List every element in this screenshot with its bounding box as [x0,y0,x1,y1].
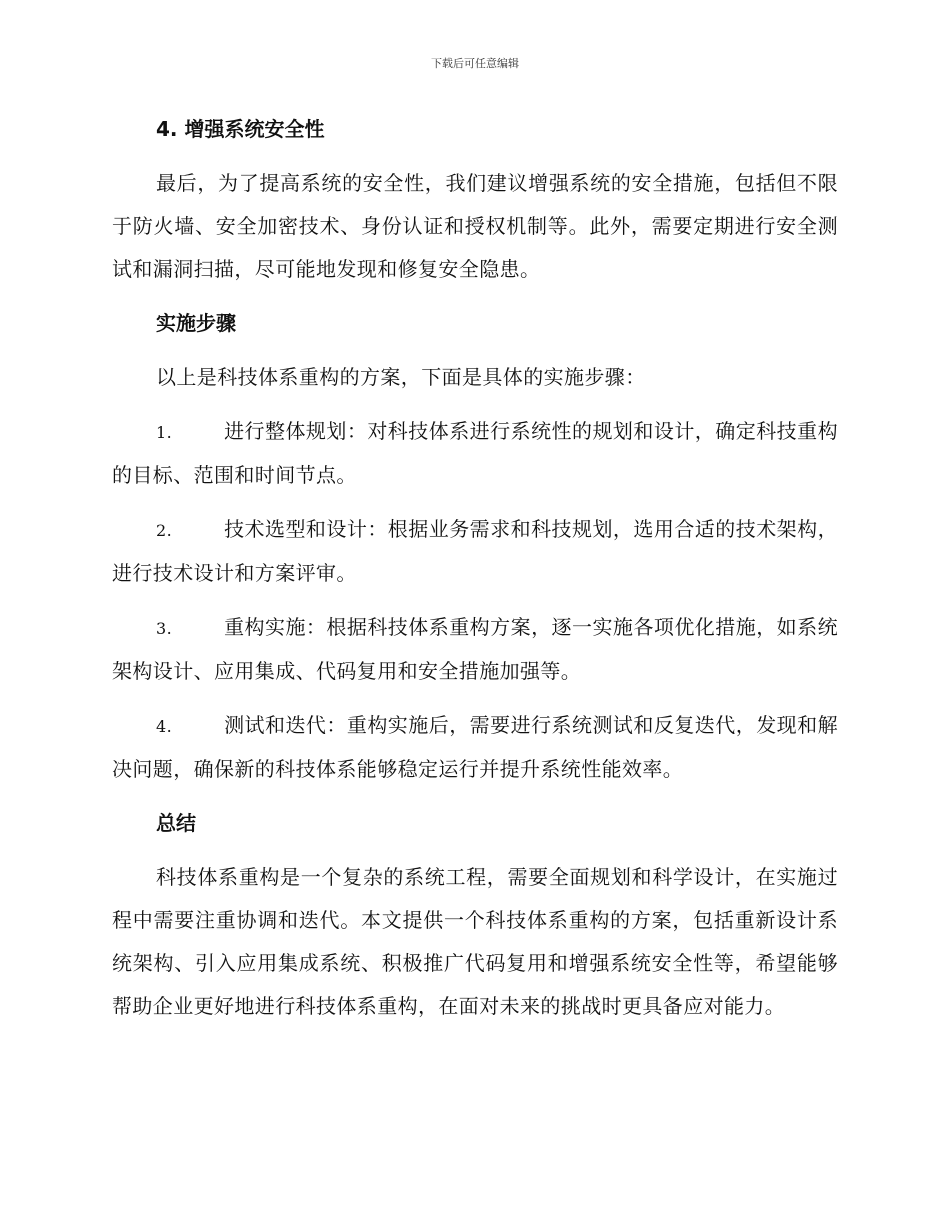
list-item-text: 测试和迭代：重构实施后，需要进行系统测试和反复迭代，发现和解决问题，确保新的科技体系能够稳定运行并提升系统性能效率。 [112,713,838,781]
list-item-number: 3. [156,619,173,638]
spacer [112,291,838,302]
list-item-text: 重构实施：根据科技体系重构方案，逐一实施各项优化措施，如系统架构设计、应用集成、代码复用和安全措施加强等。 [112,615,838,683]
list-item-text: 进行整体规划：对科技体系进行系统性的规划和设计，确定科技重构的目标、范围和时间节点。 [112,419,838,487]
spacer [112,151,838,162]
spacer [112,791,838,802]
section-heading-security: 4. 增强系统安全性 [156,117,325,141]
header-note: 下载后可任意编辑 [431,57,519,70]
list-item [112,704,838,791]
summary-paragraph: 科技体系重构是一个复杂的系统工程，需要全面规划和科学设计，在实施过程中需要注重协调和迭代。本文提供一个科技体系重构的方案，包括重新设计系统架构、引入应用集成系统、积极推广代码复用和增强系统安全性等，希望能够帮助企业更好地进行科技体系重构，在面对未来的挑战时更具备应对能力。 [112,865,838,1018]
list-item-text: 技术选型和设计：根据业务需求和科技规划，选用合适的技术架构，进行技术设计和方案评审。 [112,517,838,585]
spacer [112,399,838,410]
security-paragraph: 最后，为了提高系统的安全性，我们建议增强系统的安全措施，包括但不限于防火墙、安全加密技术、身份认证和授权机制等。此外，需要定期进行安全测试和漏洞扫描，尽可能地发现和修复安全隐患。 [112,171,838,281]
section-heading-steps: 实施步骤 [156,311,236,335]
spacer [112,345,838,356]
spacer [112,595,838,606]
spacer [112,845,838,856]
list-item [112,508,838,595]
list-item-number: 2. [156,521,173,540]
section-heading-summary: 总结 [156,811,196,835]
steps-intro: 以上是科技体系重构的方案，下面是具体的实施步骤： [156,365,646,389]
list-item [112,410,838,497]
list-item-number: 1. [156,423,173,442]
document-body [112,108,838,1028]
list-item [112,606,838,693]
spacer [112,497,838,508]
list-item-number: 4. [156,717,173,736]
spacer [112,693,838,704]
